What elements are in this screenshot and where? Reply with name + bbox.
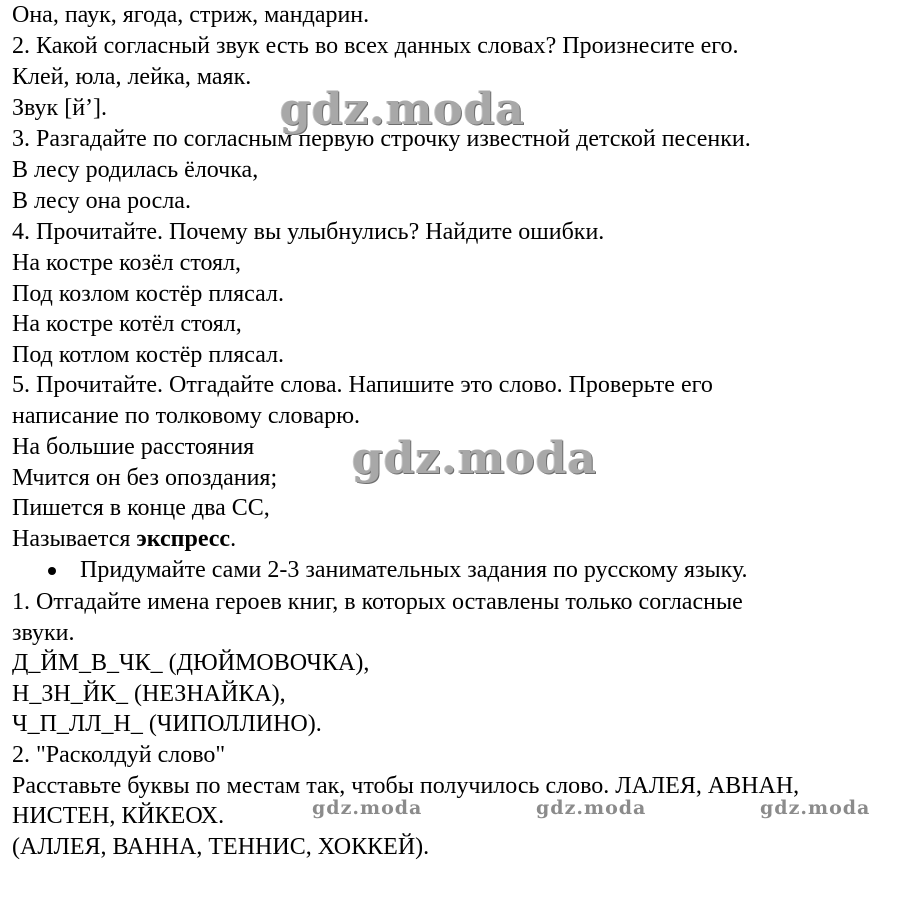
text-line: 2. Какой согласный звук есть во всех данных словах? Произнесите его. — [12, 33, 739, 59]
text-line: Под котлом костёр плясал. — [12, 342, 285, 368]
text-line: Ч_П_ЛЛ_Н_ (ЧИПОЛЛИНО). — [12, 711, 322, 737]
bullet-dot-icon — [48, 567, 56, 575]
bullet-text: Придумайте сами 2-3 занимательных задания по русскому языку. — [80, 557, 748, 583]
text-line: В лесу она росла. — [12, 188, 191, 214]
text-line: 1. Отгадайте имена героев книг, в которых оставлены только согласные — [12, 589, 743, 615]
text-line: написание по толковому словарю. — [12, 403, 361, 429]
text-line: На костре котёл стоял, — [12, 311, 242, 337]
watermark: gdz.moda — [760, 797, 871, 819]
express-line — [12, 524, 236, 554]
text-line: Д_ЙМ_В_ЧК_ (ДЮЙМОВОЧКА), — [12, 650, 370, 676]
express-suffix: . — [230, 526, 237, 552]
text-line: Н_ЗН_ЙК_ (НЕЗНАЙКА), — [12, 681, 286, 707]
text-line: В лесу родилась ёлочка, — [12, 157, 259, 183]
text-line: На большие расстояния — [12, 434, 255, 460]
text-line: Звук [й’]. — [12, 95, 108, 121]
express-word: экспресс — [136, 526, 231, 552]
watermark: gdz.moda — [280, 84, 526, 135]
text-line: 2. "Расколдуй слово" — [12, 742, 226, 768]
text-line: Расставьте буквы по местам так, чтобы получилось слово. ЛАЛЕЯ, АВНАН, — [12, 773, 800, 799]
watermark: gdz.moda — [352, 433, 598, 484]
text-line: Мчится он без опоздания; — [12, 465, 278, 491]
express-prefix: Называется — [12, 526, 137, 552]
text-line: 3. Разгадайте по согласным первую строчку известной детской песенки. — [12, 126, 751, 152]
text-line: Под козлом костёр плясал. — [12, 281, 284, 307]
watermark: gdz.moda — [312, 797, 423, 819]
text-line: На костре козёл стоял, — [12, 250, 242, 276]
text-line: 4. Прочитайте. Почему вы улыбнулись? Найдите ошибки. — [12, 219, 605, 245]
text-line: Пишется в конце два СС, — [12, 495, 270, 521]
text-line: звуки. — [12, 620, 75, 646]
text-line: (АЛЛЕЯ, ВАННА, ТЕННИС, ХОККЕЙ). — [12, 834, 430, 860]
text-line: Она, паук, ягода, стриж, мандарин. — [12, 2, 370, 28]
text-line: 5. Прочитайте. Отгадайте слова. Напишите это слово. Проверьте его — [12, 372, 713, 398]
text-line: Клей, юла, лейка, маяк. — [12, 64, 252, 90]
watermark: gdz.moda — [536, 797, 647, 819]
text-line: НИСТЕН, КЙКЕОХ. — [12, 803, 225, 829]
